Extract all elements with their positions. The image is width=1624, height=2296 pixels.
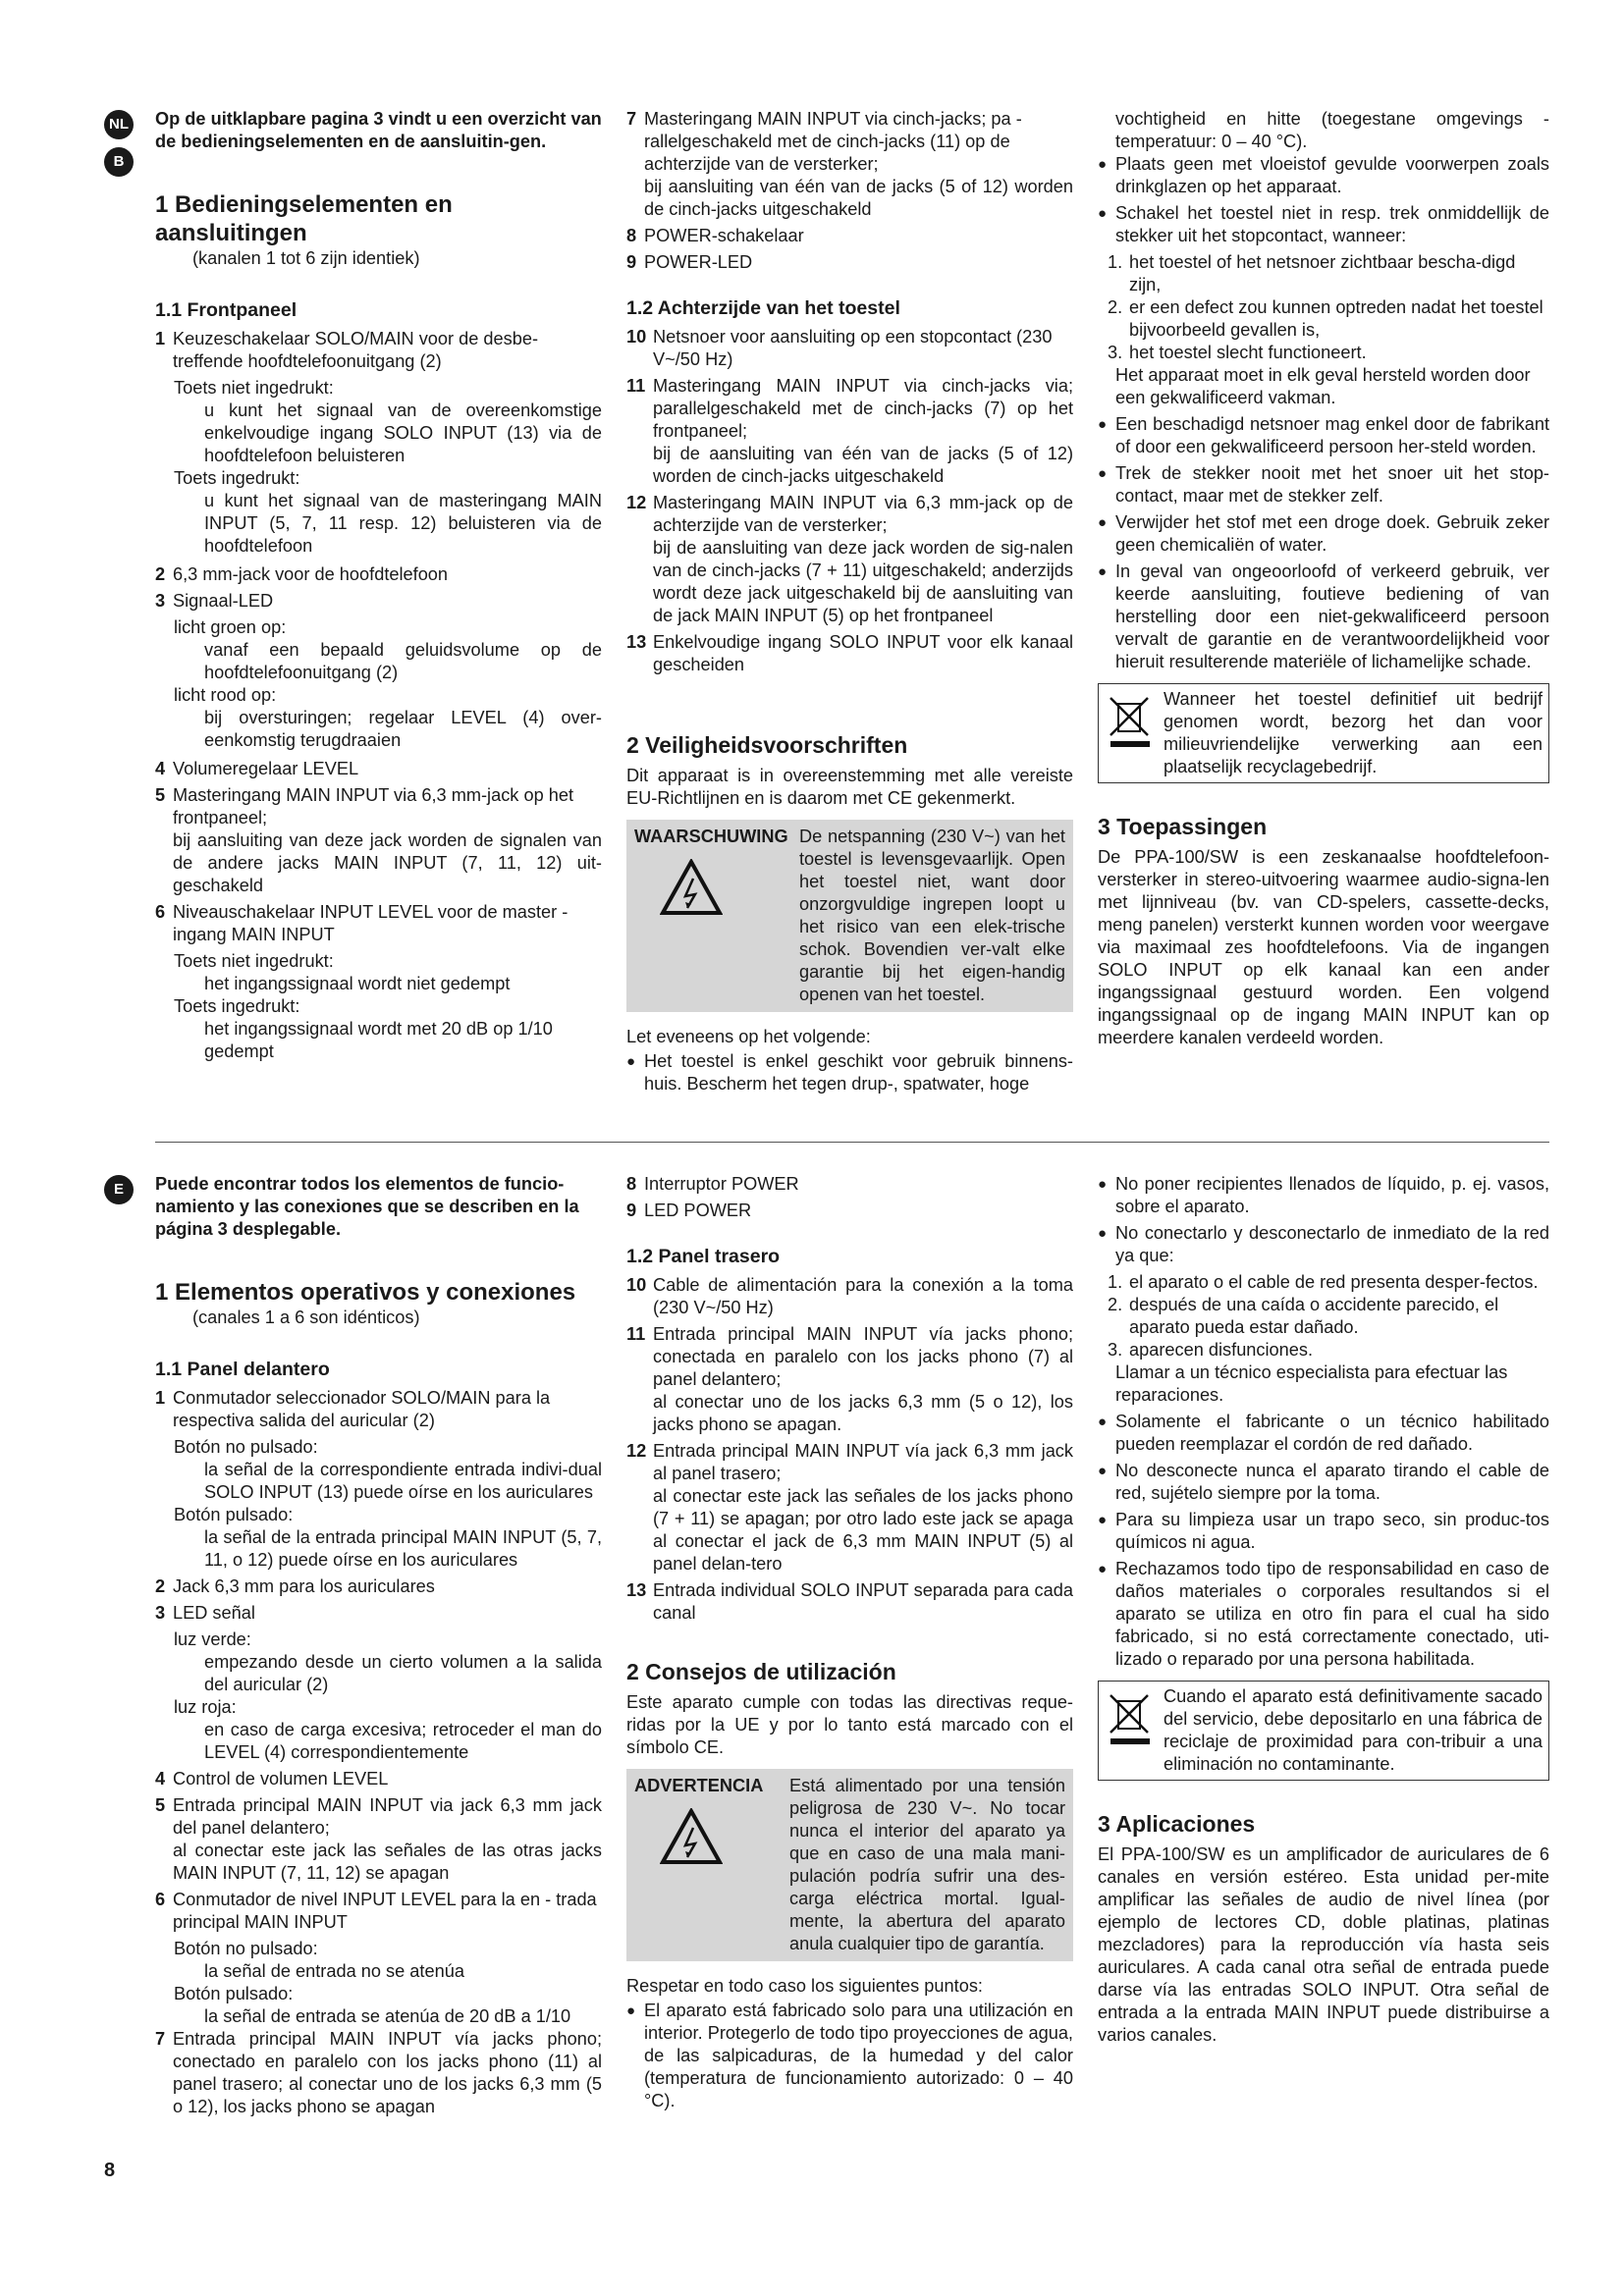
es-bullet-3-after: Llamar a un técnico especialista para efectuar las reparaciones. — [1115, 1362, 1508, 1405]
nl-item-3-a-text: vanaf een bepaald geluidsvolume op de hoofdtelefoonuitgang (2) — [204, 640, 602, 682]
es-column-3 — [1098, 1173, 1549, 2047]
es-bullet-3: ● No conectarlo y desconectarlo de inmediato de la red ya que: — [1098, 1222, 1549, 1267]
es-bullet-1: ● El aparato está fabricado solo para una utilización en interior. Protegerlo de todo tipo proyecciones de agua, de las salpicaduras, de la humedad y del calor (temperatura de funcionamiento autorizado: 0 – 40 °C). — [626, 2000, 1073, 2112]
es-item-1: 1 Conmutador seleccionador SOLO/MAIN para la respectiva salida del auricular (2) — [155, 1388, 551, 1430]
es-item-13: 13 Entrada individual SOLO INPUT separada para cada canal — [626, 1580, 1073, 1623]
es-heading-controls: 1 Elementos operativos y conexiones — [155, 1279, 576, 1306]
es-item-9: 9 LED POWER — [626, 1201, 752, 1220]
nl-item-10: 10 Netsnoer voor aansluiting op een stopcontact (230 V~/50 Hz) — [626, 327, 1053, 369]
es-item-1-a-text: la señal de la correspondiente entrada indivi-dual SOLO INPUT (13) puede oírse en los auriculares — [204, 1460, 602, 1502]
nl-item-3-b: licht rood op: — [174, 685, 277, 705]
nl-recycle-box — [1098, 683, 1549, 783]
nl-column-1 — [155, 108, 602, 1063]
es-item-1-b: Botón pulsado: — [174, 1505, 294, 1524]
es-bullet-5: ● No desconecte nunca el aparato tirando el cable de red, sujételo siempre por la toma. — [1098, 1460, 1549, 1505]
nl-bullet-3: ● Schakel het toestel niet in resp. trek onmiddellijk de stekker uit het stopcontact, wanneer: — [1098, 202, 1549, 247]
es-bullet-4: ● Solamente el fabricante o un técnico habilitado pueden reemplazar el cordón de red dañado. — [1098, 1411, 1549, 1456]
page-number: 8 — [104, 2160, 116, 2181]
es-item-8: 8 Interruptor POWER — [626, 1174, 799, 1194]
es-heading-sub: (canales 1 a 6 son idénticos) — [192, 1308, 420, 1327]
es-item-4: 4 Control de volumen LEVEL — [155, 1769, 389, 1789]
es-item-3-b: luz roja: — [174, 1697, 237, 1717]
nl-item-3-b-text: bij oversturingen; regelaar LEVEL (4) over-eenkomstig terugdraaien — [204, 708, 602, 750]
es-item-5: 5 Entrada principal MAIN INPUT via jack 6,3 mm jack del panel delantero; al conectar este jack las señales de las otras jacks MAIN INPUT (7, 11, 12) se apagan — [155, 1795, 602, 1883]
nl-bullet-7: ● In geval van ongeoorloofd of verkeerd gebruik, ver keerde aansluiting, foutieve bediening of van herstelling door een niet-gekwalificeerd persoon vervalt de garantie en de verantwoordelijkheid voor hieruit resulterende materiële of lichamelijke schade. — [1098, 561, 1549, 673]
crossed-bin-icon — [1107, 1691, 1154, 1746]
nl-item-1-b: Toets ingedrukt: — [174, 468, 300, 488]
nl-item-13: 13 Enkelvoudige ingang SOLO INPUT voor elk kanaal gescheiden — [626, 632, 1073, 674]
es-item-1-a: Botón no pulsado: — [174, 1437, 318, 1457]
language-badge-e: E — [104, 1175, 134, 1204]
es-item-11: 11 Entrada principal MAIN INPUT vía jacks phono; conectada en paralelo con los jacks phono (7) al panel delantero; al conectar uno de los jacks 6,3 mm (5 o 12), los jacks phono se apagan. — [626, 1324, 1073, 1434]
nl-bullet-3-list-2: 2. er een defect zou kunnen optreden nadat het toestel bijvoorbeeld gevallen is, — [1108, 297, 1543, 340]
es-recycle-text: Cuando el aparato está definitivamente sacado del servicio, debe depositarlo en una fábrica de reciclaje de proximidad para con-tribuir a una eliminación no contaminante. — [1164, 1686, 1543, 1774]
nl-applications-title: 3 Toepassingen — [1098, 814, 1268, 839]
es-item-10: 10 Cable de alimentación para la conexión a la toma (230 V~/50 Hz) — [626, 1275, 1073, 1317]
nl-rear-panel-title: 1.2 Achterzijde van het toestel — [626, 297, 900, 319]
nl-bullet-6: ● Verwijder het stof met een droge doek. Gebruik zeker geen chemicaliën of water. — [1098, 511, 1549, 557]
nl-bullet-2: ● Plaats geen met vloeistof gevulde voorwerpen zoals drinkglazen op het apparaat. — [1098, 153, 1549, 198]
nl-item-6-b: Toets ingedrukt: — [174, 996, 300, 1016]
nl-warning-box — [626, 820, 1073, 1012]
nl-heading-controls: 1 Bedieningselementen en aansluitingen — [155, 191, 453, 246]
es-column-1 — [155, 1173, 602, 2122]
es-front-panel-title: 1.1 Panel delantero — [155, 1359, 330, 1380]
nl-heading-sub: (kanalen 1 tot 6 zijn identiek) — [192, 248, 420, 268]
nl-bullet-1: ● Het toestel is enkel geschikt voor gebruik binnens-huis. Bescherm het tegen drup-, spatwater, hoge — [626, 1050, 1073, 1095]
es-recycle-box — [1098, 1681, 1549, 1781]
nl-item-5: 5 Masteringang MAIN INPUT via 6,3 mm-jack op het frontpaneel; bij aansluiting van deze jack worden de signalen van de andere jacks MAIN INPUT (7, 11, 12) uit-geschakeld — [155, 785, 602, 895]
es-safety-intro: Este aparato cumple con todas las directivas reque-ridas por la UE y por lo tanto está marcado con el símbolo CE. — [626, 1692, 1073, 1757]
warning-triangle-icon — [660, 1808, 723, 1865]
nl-item-1-b-text: u kunt het signaal van de masteringang MAIN INPUT (5, 7, 11 resp. 12) beluisteren via de hoofdtelefoon — [204, 491, 602, 556]
es-bullet-6: ● Para su limpieza usar un trapo seco, sin produc-tos químicos ni agua. — [1098, 1509, 1549, 1554]
nl-bullet-3-after: Het apparaat moet in elk geval hersteld worden door een gekwalificeerd vakman. — [1115, 365, 1531, 407]
nl-item-6-a-text: het ingangssignaal wordt niet gedempt — [204, 974, 511, 993]
es-item-12: 12 Entrada principal MAIN INPUT vía jack 6,3 mm jack al panel trasero; al conectar este jack las señales de los jacks phono (7 + 11) se apagan; por otro lado este jack se apaga al conectar el jack de 6,3 mm MAIN INPUT (5) al panel delan-tero — [626, 1441, 1073, 1574]
nl-warning-text: De netspanning (230 V~) van het toestel is levensgevaarlijk. Open het toestel niet, want door onzorgvuldige ingrepen loopt u het risico van een elek-trische schok. Bovendien ver-valt elke garantie bij het eigen-handig openen van het toestel. — [799, 827, 1065, 1004]
nl-item-12: 12 Masteringang MAIN INPUT via 6,3 mm-jack op de achterzijde van de versterker; bij de aansluiting van deze jack worden de sig-nalen van de cinch-jacks (7 + 11) uitgeschakeld; anderzijds wordt deze jack uitgeschakeld bij de aansluiting van de jack MAIN INPUT (5) op het frontpaneel — [626, 493, 1073, 625]
es-bullet-2: ● No poner recipientes llenados de líquido, p. ej. vasos, sobre el aparato. — [1098, 1173, 1549, 1218]
es-intro: Puede encontrar todos los elementos de funcio-namiento y las conexiones que se describen en la página 3 desplegable. — [155, 1174, 579, 1239]
language-badge-nl: NL — [104, 110, 134, 139]
es-bullet-7: ● Rechazamos todo tipo de responsabilidad en caso de daños materiales o corporales resultandos si el aparato se utiliza en otro fin para el cual ha sido fabricado, si no está correctamente conectado, uti-lizado o reparado por una persona habilitada. — [1098, 1558, 1549, 1671]
nl-bullet-5: ● Trek de stekker nooit met het snoer uit het stop-contact, maar met de stekker zelf. — [1098, 462, 1549, 507]
es-attention: Respetar en todo caso los siguientes puntos: — [626, 1976, 983, 1996]
es-item-1-b-text: la señal de la entrada principal MAIN INPUT (5, 7, 11, o 12) puede oírse en los auriculares — [204, 1527, 602, 1570]
nl-safety-title: 2 Veiligheidsvoorschriften — [626, 732, 908, 758]
es-item-6-b: Botón pulsado: — [174, 1984, 294, 2003]
es-warning-label: ADVERTENCIA — [634, 1776, 764, 1795]
es-bullet-3-list-3: 3. aparecen disfunciones. — [1108, 1340, 1314, 1360]
es-column-2 — [626, 1173, 1073, 2116]
crossed-bin-icon — [1107, 694, 1154, 749]
es-applications-title: 3 Aplicaciones — [1098, 1811, 1256, 1837]
nl-item-3-a: licht groen op: — [174, 617, 287, 637]
nl-item-1-a: Toets niet ingedrukt: — [174, 378, 334, 398]
nl-item-1-a-text: u kunt het signaal van de overeenkomstige enkelvoudige ingang SOLO INPUT (13) via de hoofdtelefoon beluisteren — [204, 400, 602, 465]
es-bullet-3-list-1: 1. el aparato o el cable de red presenta desper-fectos. — [1108, 1272, 1539, 1292]
nl-bullet-3-list-3: 3. het toestel slecht functioneert. — [1108, 343, 1367, 362]
nl-item-6-b-text: het ingangssignaal wordt met 20 dB op 1/10 gedempt — [204, 1019, 553, 1061]
nl-item-2: 2 6,3 mm-jack voor de hoofdtelefoon — [155, 564, 449, 584]
section-spanish — [0, 1173, 1624, 2184]
warning-triangle-icon — [660, 859, 723, 916]
nl-front-panel-title: 1.1 Frontpaneel — [155, 299, 298, 321]
nl-bullet-3-list-1: 1. het toestel of het netsnoer zichtbaar bescha-digd zijn, — [1108, 252, 1516, 294]
es-item-3: 3 LED señal — [155, 1603, 255, 1623]
nl-item-11: 11 Masteringang MAIN INPUT via cinch-jacks via; parallelgeschakeld met de cinch-jacks (7) op het frontpaneel; bij de aansluiting van één van de jacks (5 of 12) worden de cinch-jacks uitgeschakeld — [626, 376, 1073, 486]
es-item-6-a-text: la señal de entrada no se atenúa — [204, 1961, 464, 1981]
es-item-7: 7 Entrada principal MAIN INPUT vía jacks phono; conectado en paralelo con los jacks phono (11) al panel trasero; al conectar uno de los jacks 6,3 mm (5 o 12), los jacks phono se apagan — [155, 2029, 602, 2116]
nl-attention: Let eveneens op het volgende: — [626, 1027, 871, 1046]
nl-bullet-1-continued: vochtigheid en hitte (toegestane omgevings - temperatuur: 0 – 40 °C). — [1115, 109, 1549, 151]
nl-safety-intro: Dit apparaat is in overeenstemming met alle vereiste EU-Richtlijnen en is daarom met CE gekenmerkt. — [626, 766, 1073, 808]
nl-applications-text: De PPA-100/SW is een zeskanaalse hoofdtelefoon-versterker in stereo-uitvoering waarmee audio-signa-len met lijnniveau (bv. van CD-spelers, cassette-decks, meng panelen) versterkt kunnen worden voor weergave via maximaal zes hoofdtelefoons. Via de ingangen SOLO INPUT op elk kanaal kan een ander ingangssignaal gestuurd worden. Een volgend ingangssignaal op de ingang MAIN INPUT kan op meerdere kanalen verdeeld worden. — [1098, 847, 1549, 1047]
nl-intro: Op de uitklapbare pagina 3 vindt u een overzicht van de bedieningselementen en de aansluitin-gen. — [155, 109, 602, 151]
es-item-2: 2 Jack 6,3 mm para los auriculares — [155, 1576, 435, 1596]
nl-column-2 — [626, 108, 1073, 1099]
es-item-6: 6 Conmutador de nivel INPUT LEVEL para la en - trada principal MAIN INPUT — [155, 1890, 597, 1932]
es-item-6-a: Botón no pulsado: — [174, 1939, 318, 1958]
es-applications-text: El PPA-100/SW es un amplificador de auriculares de 6 canales en versión estéreo. Esta unidad per-mite amplificar las señales de audio de nivel línea (por ejemplo de lectores CD, doble platinas, platinas mezcladores) para la reproducción vía hasta seis auriculares. A cada canal otra señal de entrada puede darse vía las entradas SOLO INPUT. Otra señal de entrada a la entrada MAIN INPUT puede distribuirse a varios canales. — [1098, 1844, 1549, 2045]
es-item-3-a-text: empezando desde un cierto volumen a la salida del auricular (2) — [204, 1652, 602, 1694]
section-dutch — [0, 108, 1624, 1109]
nl-item-4: 4 Volumeregelaar LEVEL — [155, 759, 359, 778]
es-warning-text: Está alimentado por una tensión peligrosa de 230 V~. No tocar nunca el interior del aparato ya que en caso de una mala mani-pulación podría sufrir una des-carga eléctrica mortal. Igual-mente, la abertura del aparato anula cualquier tipo de garantía. — [789, 1776, 1065, 1953]
es-item-6-b-text: la señal de entrada se atenúa de 20 dB a 1/10 — [204, 2006, 571, 2026]
language-badge-b: B — [104, 147, 134, 177]
nl-item-6: 6 Niveauschakelaar INPUT LEVEL voor de master - ingang MAIN INPUT — [155, 902, 568, 944]
es-item-3-b-text: en caso de carga excesiva; retroceder el man do LEVEL (4) correspondientemente — [204, 1720, 602, 1762]
nl-bullet-4: ● Een beschadigd netsnoer mag enkel door de fabrikant of door een gekwalificeerd persoon her-steld worden. — [1098, 413, 1549, 458]
es-bullet-3-list-2: 2. después de una caída o accidente parecido, el aparato pueda estar dañado. — [1108, 1295, 1499, 1337]
nl-item-9: 9 POWER-LED — [626, 252, 753, 272]
nl-item-1: 1 Keuzeschakelaar SOLO/MAIN voor de desbe-treffende hoofdtelefoonuitgang (2) — [155, 329, 539, 371]
es-rear-panel-title: 1.2 Panel trasero — [626, 1246, 781, 1267]
section-divider — [155, 1142, 1549, 1143]
nl-item-8: 8 POWER-schakelaar — [626, 226, 804, 245]
nl-item-6-a: Toets niet ingedrukt: — [174, 951, 334, 971]
nl-column-3 — [1098, 108, 1549, 1049]
nl-recycle-text: Wanneer het toestel definitief uit bedrijf genomen wordt, bezorg het dan voor milieuvriendelijke verwerking aan een plaatselijk recyclagebedrijf. — [1164, 689, 1543, 776]
nl-warning-label: WAARSCHUWING — [634, 827, 788, 846]
es-item-3-a: luz verde: — [174, 1629, 251, 1649]
es-warning-box — [626, 1769, 1073, 1961]
nl-item-3: 3 Signaal-LED — [155, 591, 274, 611]
es-safety-title: 2 Consejos de utilización — [626, 1659, 896, 1684]
nl-item-7: 7 Masteringang MAIN INPUT via cinch-jacks; pa - rallelgeschakeld met de cinch-jacks (11) op de achterzijde van de versterker; bij aansluiting van één van de jacks (5 of 12) worden de cinch-jacks uitgeschakeld — [626, 109, 1073, 219]
